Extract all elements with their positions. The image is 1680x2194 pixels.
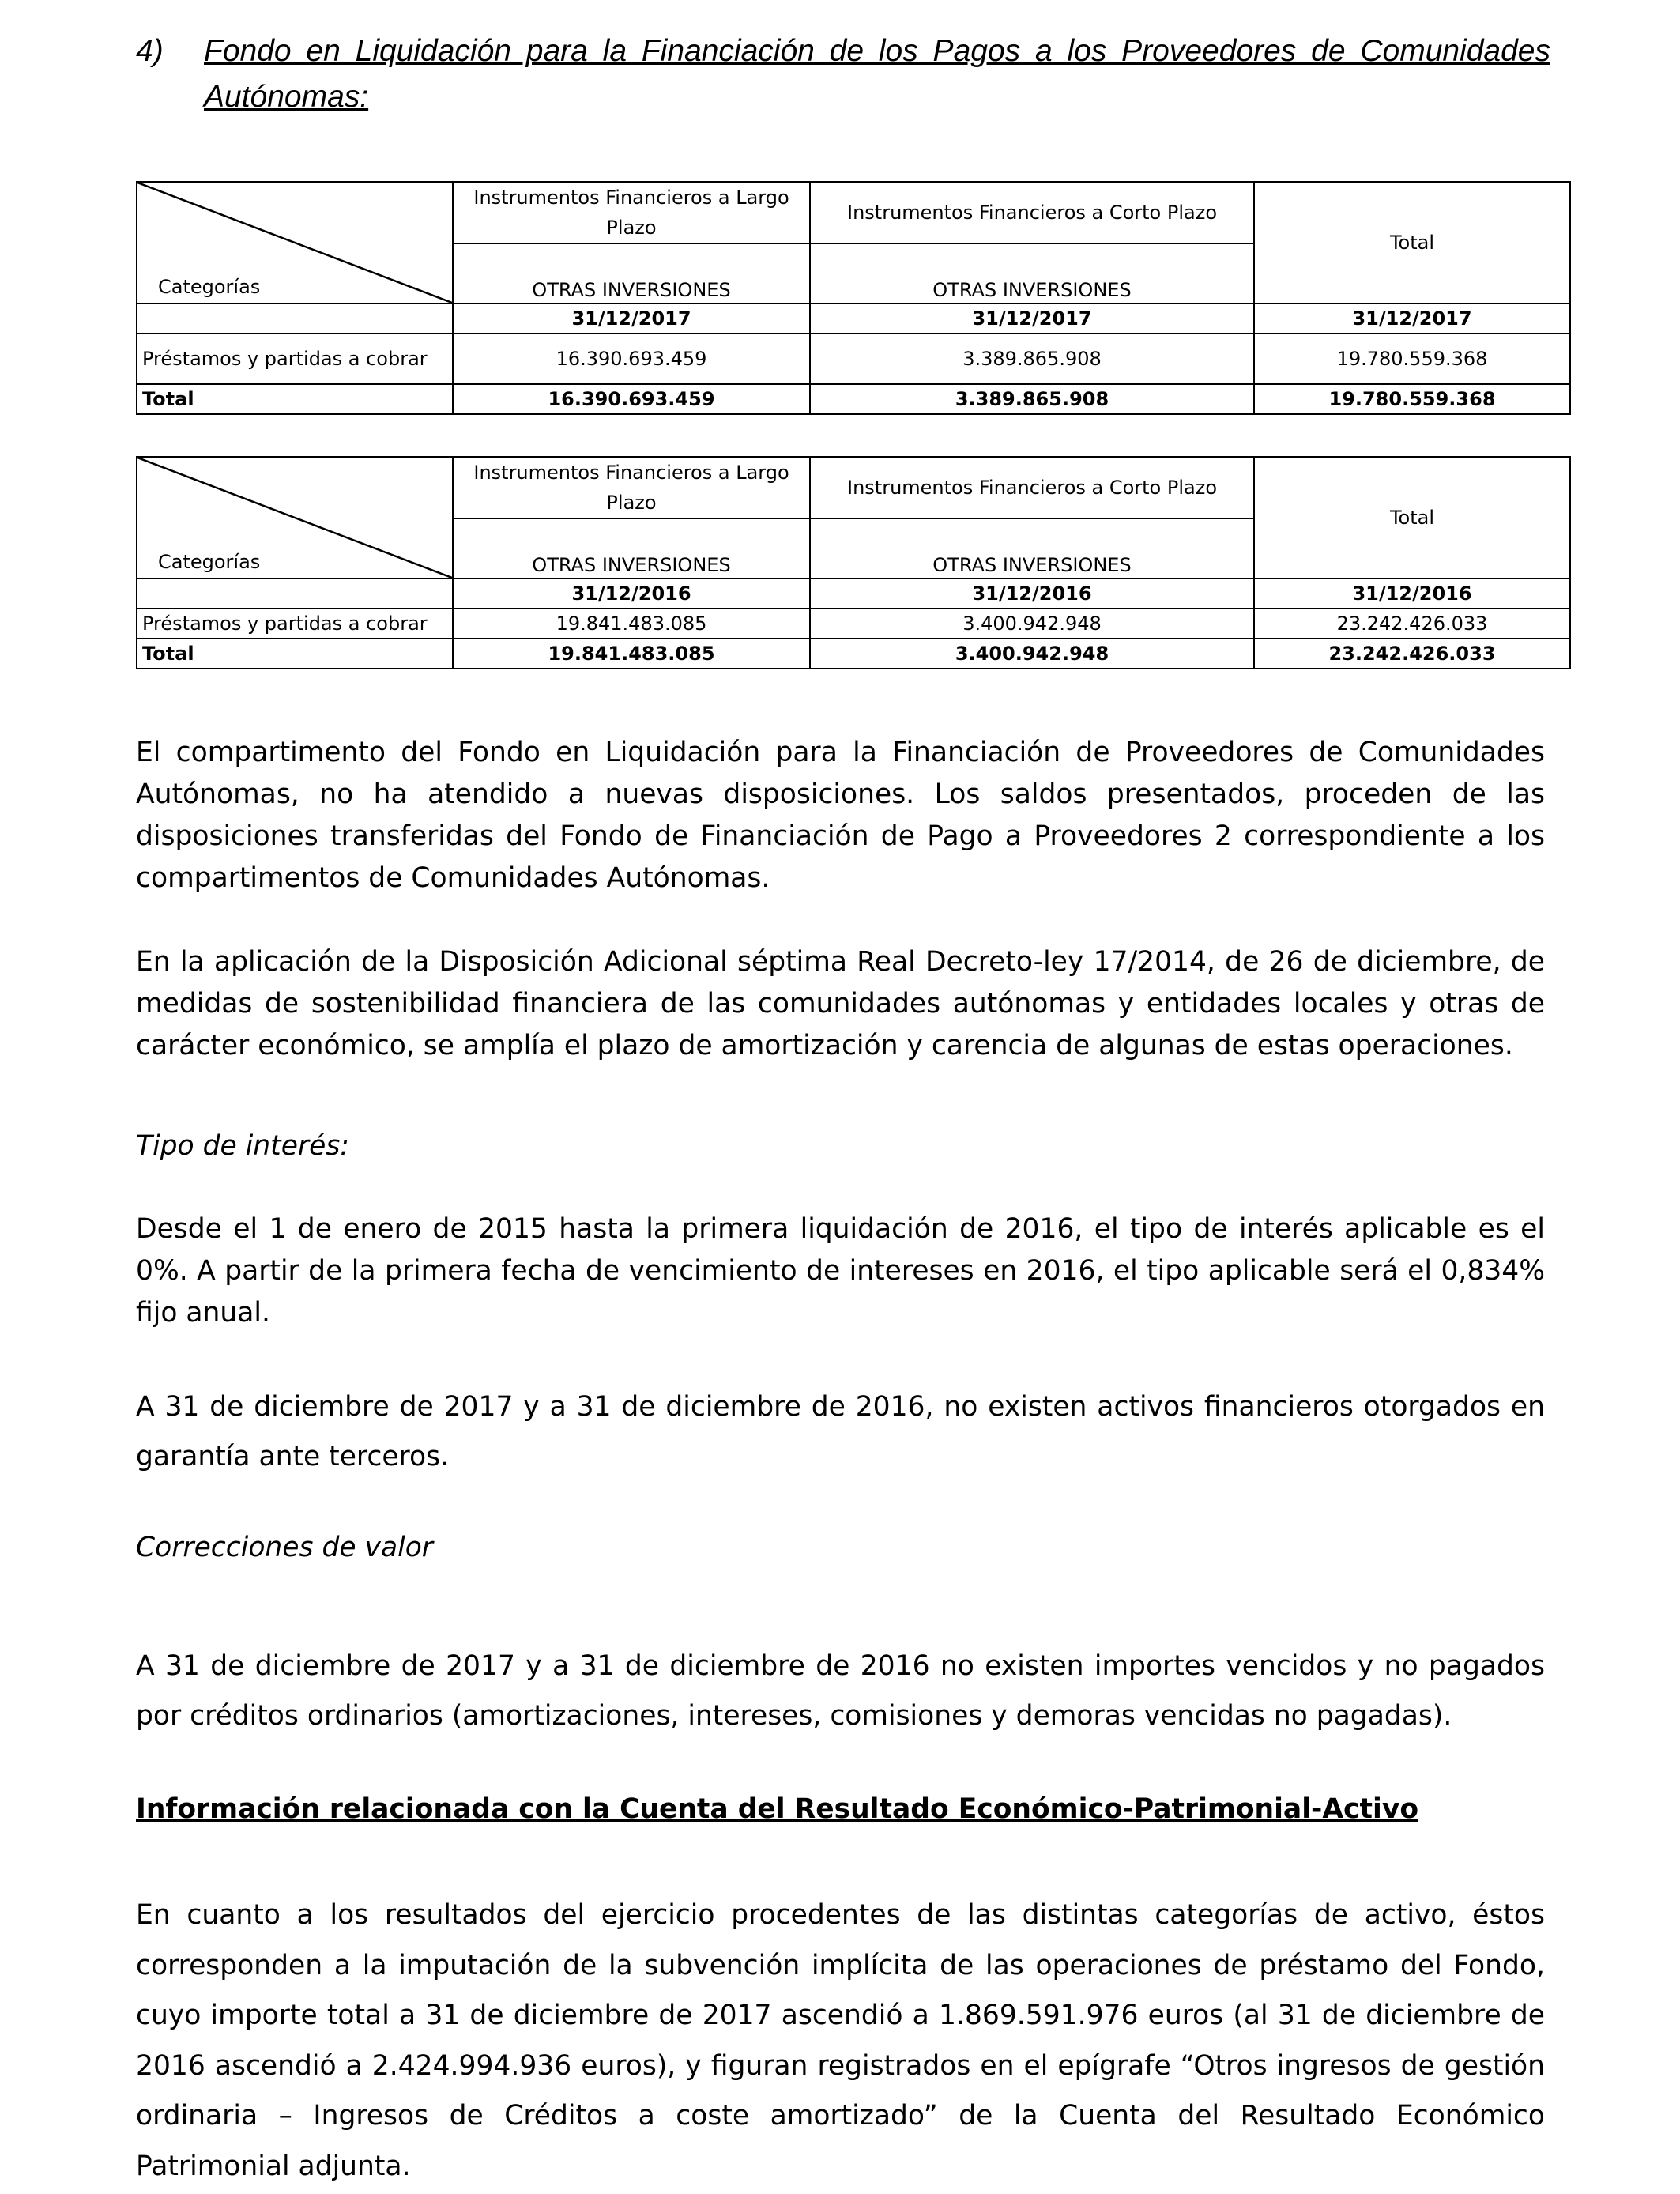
total-total: 23.242.426.033: [1254, 639, 1570, 669]
sub-header-corto-plazo: OTRAS INVERSIONES: [810, 243, 1254, 303]
col-header-largo-plazo: Instrumentos Financieros a Largo Plazo: [453, 182, 810, 243]
date-largo-plazo: 31/12/2017: [453, 303, 810, 334]
total-label: Total: [137, 639, 453, 669]
corner-label: Categorías: [158, 551, 261, 573]
table-2016: [136, 456, 1571, 669]
row-value-corto-plazo: 3.400.942.948: [810, 609, 1254, 639]
paragraph-garantia: A 31 de diciembre de 2017 y a 31 de diciembre de 2016, no existen activos financieros otorgados en garantía ante terceros.: [136, 1391, 1545, 1472]
date-corto-plazo: 31/12/2016: [810, 579, 1254, 609]
total-largo-plazo: 16.390.693.459: [453, 384, 810, 414]
paragraph-importes-vencidos: A 31 de diciembre de 2017 y a 31 de diciembre de 2016 no existen importes vencidos y no pagados por créditos ordinarios (amortizaciones, intereses, comisiones y demoras vencidas no pagadas).: [136, 1650, 1545, 1732]
row-value-total: 23.242.426.033: [1254, 609, 1570, 639]
corner-cell: [137, 182, 453, 303]
heading-number: 4): [136, 34, 164, 68]
sub-header-largo-plazo: OTRAS INVERSIONES: [453, 243, 810, 303]
date-corto-plazo: 31/12/2017: [810, 303, 1254, 334]
date-total: 31/12/2017: [1254, 303, 1570, 334]
correcciones-heading: Correcciones de valor: [136, 1532, 433, 1563]
heading-title: Fondo en Liquidación para la Financiación de los Pagos a los Proveedores de Comunidades Autónomas:: [204, 34, 1550, 114]
col-header-total: Total: [1254, 182, 1570, 303]
total-total: 19.780.559.368: [1254, 384, 1570, 414]
total-label: Total: [137, 384, 453, 414]
tipo-interes-heading: Tipo de interés:: [136, 1130, 349, 1162]
corner-label: Categorías: [158, 276, 261, 298]
col-header-corto-plazo: Instrumentos Financieros a Corto Plazo: [810, 182, 1254, 243]
section-heading-resultado: Información relacionada con la Cuenta del Resultado Económico-Patrimonial-Activo: [136, 1793, 1419, 1825]
row-value-corto-plazo: 3.389.865.908: [810, 334, 1254, 384]
total-corto-plazo: 3.400.942.948: [810, 639, 1254, 669]
total-row: [137, 384, 1570, 414]
row-label: Préstamos y partidas a cobrar: [137, 609, 453, 639]
row-value-largo-plazo: 16.390.693.459: [453, 334, 810, 384]
table-row: [137, 334, 1570, 384]
date-total: 31/12/2016: [1254, 579, 1570, 609]
col-header-total: Total: [1254, 457, 1570, 579]
total-corto-plazo: 3.389.865.908: [810, 384, 1254, 414]
sub-header-corto-plazo: OTRAS INVERSIONES: [810, 518, 1254, 579]
row-label: Préstamos y partidas a cobrar: [137, 334, 453, 384]
date-row-empty: [137, 579, 453, 609]
paragraph-resultados: En cuanto a los resultados del ejercicio procedentes de las distintas categorías de activo, éstos corresponden a la imputación de la subvención implícita de las operaciones de préstamo del Fondo, cuyo importe total a 31 de diciembre de 2017 ascendió a 1.869.591.976 euros (al 31 de diciembre de 2016 ascendió a 2.424.994.936 euros), y figuran registrados en el epígrafe “Otros ingresos de gestión ordinaria – Ingresos de Créditos a coste amortizado” de la Cuenta del Resultado Económico Patrimonial adjunta.: [136, 1899, 1545, 2182]
row-value-total: 19.780.559.368: [1254, 334, 1570, 384]
table-row: [137, 609, 1570, 639]
corner-cell: [137, 457, 453, 579]
date-row-empty: [137, 303, 453, 334]
total-largo-plazo: 19.841.483.085: [453, 639, 810, 669]
row-value-largo-plazo: 19.841.483.085: [453, 609, 810, 639]
total-row: [137, 639, 1570, 669]
paragraph-compartimento: El compartimento del Fondo en Liquidación para la Financiación de Proveedores de Comunidades Autónomas, no ha atendido a nuevas disposiciones. Los saldos presentados, proceden de las disposiciones transferidas del Fondo de Financiación de Pago a Proveedores 2 correspondiente a los compartimentos de Comunidades Autónomas.: [136, 737, 1545, 894]
paragraph-tipo-interes: Desde el 1 de enero de 2015 hasta la primera liquidación de 2016, el tipo de interés aplicable es el 0%. A partir de la primera fecha de vencimiento de intereses en 2016, el tipo aplicable será el 0,834% fijo anual.: [136, 1213, 1545, 1329]
col-header-corto-plazo: Instrumentos Financieros a Corto Plazo: [810, 457, 1254, 518]
date-largo-plazo: 31/12/2016: [453, 579, 810, 609]
table-2017: [136, 181, 1571, 415]
sub-header-largo-plazo: OTRAS INVERSIONES: [453, 518, 810, 579]
paragraph-disposicion: En la aplicación de la Disposición Adicional séptima Real Decreto-ley 17/2014, de 26 de diciembre, de medidas de sostenibilidad financiera de las comunidades autónomas y entidades locales y otras de carácter económico, se amplía el plazo de amortización y carencia de algunas de estas operaciones.: [136, 946, 1545, 1061]
col-header-largo-plazo: Instrumentos Financieros a Largo Plazo: [453, 457, 810, 518]
